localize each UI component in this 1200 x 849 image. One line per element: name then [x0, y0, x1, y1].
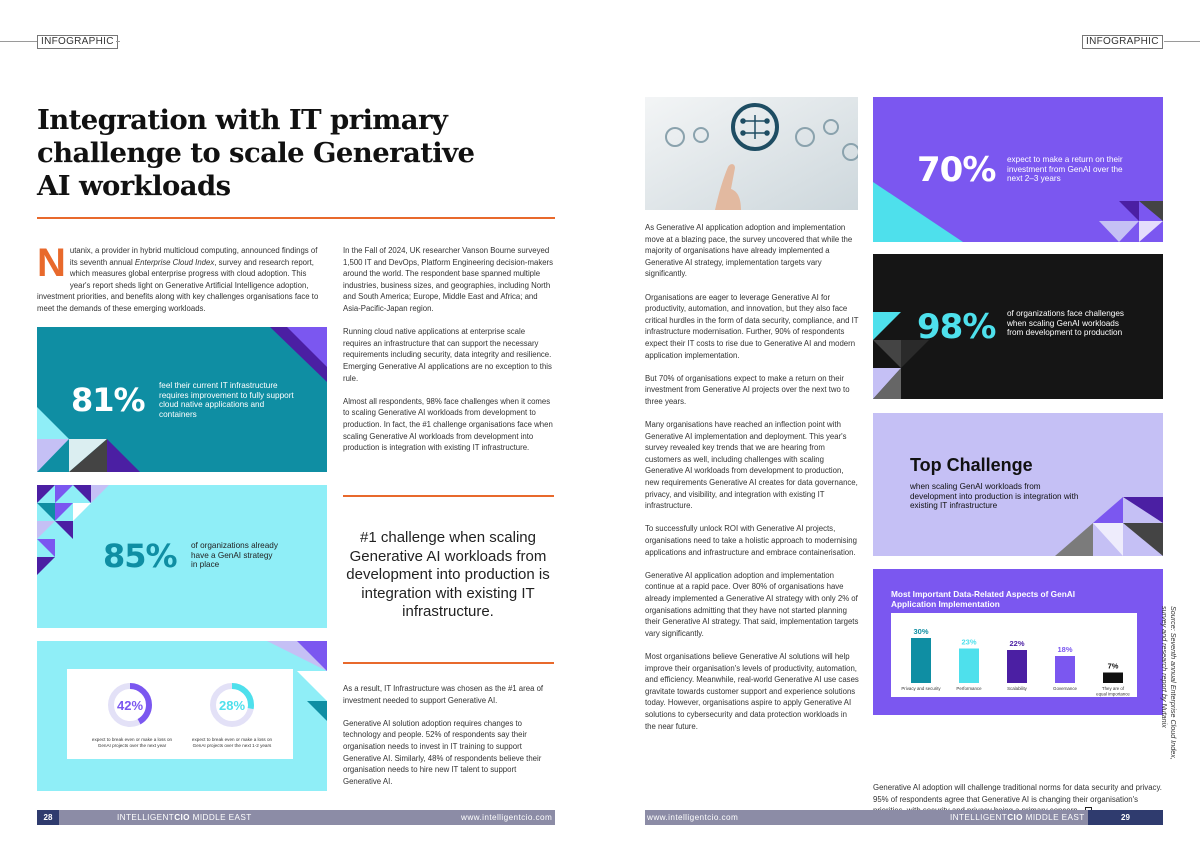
stat-caption-98: of organizations face challenges when scaling GenAI workloads from development to production	[1007, 309, 1124, 337]
header-rule-left	[0, 41, 38, 42]
stat-panel-81	[37, 327, 327, 472]
bar-category-label: They are of	[1101, 686, 1125, 691]
column-2-text	[343, 245, 555, 465]
page-number-right: 29	[1088, 810, 1163, 825]
footer-brand-left	[117, 810, 252, 825]
paragraph: Almost all respondents, 98% face challenges when it comes to scaling Generative AI workloads from development to production. In fact, the #1 challenge organisations face when scaling Generative AI workloads from development into production is integration with existing IT infrastructure.	[343, 396, 553, 453]
stat-caption-85: of organizations already have a GenAI strategy in place	[191, 541, 278, 569]
brand-b: CIO	[1007, 813, 1023, 822]
pull-quote-rule-bottom	[343, 662, 554, 664]
hero-photo	[645, 97, 858, 210]
header-rule-left-2	[116, 41, 120, 42]
source-text: Source: Seventh annual Enterprise Cloud Index, survey and research report by Nutanix	[1160, 606, 1178, 760]
title-rule	[37, 217, 555, 219]
column-3-text	[645, 222, 859, 744]
stat-value-98: 98%	[917, 307, 996, 347]
chart-title: Most Important Data-Related Aspects of GenAI Application Implementation	[891, 589, 1076, 609]
title-line-2: challenge to scale Generative	[37, 137, 475, 169]
bar-chart-panel	[873, 569, 1163, 715]
brand-c: MIDDLE EAST	[1022, 813, 1085, 822]
stat-value-70: 70%	[917, 150, 996, 190]
page-number-left: 28	[37, 810, 59, 825]
intro-text-italic: Enterprise Cloud Index	[134, 257, 215, 267]
footer-brand-right	[950, 810, 1085, 825]
intro-text-b: , survey and research report, which measures global enterprise progress with cloud adoption. This year's report sheds light on Generative Artificial Intelligence adoption, investment priorities, and benefits along with key challenges organisations face to meet the demands of these emerging workloads.	[37, 257, 319, 313]
footer-url-right[interactable]: www.intelligentcio.com	[647, 813, 739, 822]
donut-charts	[37, 641, 327, 791]
bar-category-label: Privacy and security	[901, 686, 941, 691]
stat-panel-70	[873, 97, 1163, 242]
stat-panel-98	[873, 254, 1163, 399]
gears-hand-image	[645, 97, 858, 210]
stat-panel-85	[37, 485, 327, 628]
bar-category-label: Governance	[1053, 686, 1077, 691]
stat-value-85: 85%	[103, 537, 177, 575]
top-challenge-title: Top Challenge	[910, 455, 1033, 475]
bar-value-label: 23%	[961, 637, 977, 647]
title-line-3: AI workloads	[37, 170, 231, 202]
stat-value-81: 81%	[71, 381, 145, 419]
paragraph: To successfully unlock ROI with Generative AI projects, organisations need to take a holistic approach to modernising applications and infrastructure and embrace containerisation.	[645, 524, 857, 557]
paragraph: Many organisations have reached an inflection point with Generative AI implementation and deployment. This year's survey revealed key trends that we are hearing from customers as well, including challenges with scaling Generative AI workloads from development to production, new requirements Generative AI creates for data governance, privacy, and visibility, and integration with existing IT infrastructure.	[645, 420, 858, 511]
page-title	[37, 104, 497, 203]
paragraph: Generative AI application adoption and implementation continue at a rapid pace. Over 80% of organisations have already implemented a Generative AI strategy with only 2% of organisations admitting that they have not started planning their Generative AI strategy. That said, implementation targets vary significantly.	[645, 570, 859, 638]
triangle-pattern-icon	[37, 485, 327, 628]
bar-category-label: equal importance	[1096, 691, 1130, 697]
paragraph: As a result, IT Infrastructure was chosen as the #1 area of investment needed to support Generative AI.	[343, 684, 544, 705]
bar-chart	[873, 569, 1163, 715]
brand-c: MIDDLE EAST	[189, 813, 252, 822]
brand-b: CIO	[174, 813, 190, 822]
source-note	[1162, 606, 1178, 766]
bar-category-label: Scalability	[1007, 686, 1027, 691]
stat-caption-28: expect to break even or make a loss on GenAI projects over the next 1-2 years	[191, 737, 273, 748]
brand-a: INTELLIGENT	[950, 813, 1008, 822]
dropcap: N	[37, 241, 66, 285]
stat-caption-42: expect to break even or make a loss on GenAI projects over the next year	[91, 737, 173, 748]
bar-1	[959, 649, 979, 684]
header-rule-right	[1164, 41, 1200, 42]
bar-4	[1103, 673, 1123, 684]
pull-quote-rule-top	[343, 495, 554, 497]
stat-value-42: 42%	[116, 698, 144, 713]
paragraph: Generative AI solution adoption requires changes to technology and people. 52% of respondents say their organisation needs to invest in IT training to support Generative AI. Similarly, 48% of respondents believe their organisation needs to hire new IT talent to support Generative AI.	[343, 718, 542, 786]
bar-3	[1055, 656, 1075, 683]
paragraph: In the Fall of 2024, UK researcher Vanson Bourne surveyed 1,500 IT and DevOps, Platform Engineering decision-makers around the world. The respondent base spanned multiple industries, business sizes, and geographies, including North and South America; Europe, Middle East and Africa; and Asia-Pacific-Japan region.	[343, 246, 554, 313]
intro-text-a: utanix, a provider in hybrid multicloud computing, announced findings of its seventh annual	[69, 246, 318, 267]
bar-2	[1007, 650, 1027, 683]
footer-url-left[interactable]: www.intelligentcio.com	[461, 813, 553, 822]
stat-panel-donuts	[37, 641, 327, 791]
column-2-bottom-text	[343, 683, 555, 799]
brand-a: INTELLIGENT	[117, 813, 175, 822]
title-line-1: Integration with IT primary	[37, 104, 448, 136]
paragraph: As Generative AI application adoption and implementation move at a blazing pace, the survey uncovered that while the majority of organisations have already implemented a Generative AI strategy, implementation targets vary significantly.	[645, 223, 853, 279]
paragraph: But 70% of organisations expect to make a return on their investment from Generative AI projects over the next two to three years.	[645, 373, 850, 406]
stat-caption-81: feel their current IT infrastructure requires improvement to fully support cloud native applications and containers	[159, 381, 294, 419]
bar-0	[911, 638, 931, 683]
section-label-right: INFOGRAPHIC	[1082, 35, 1163, 49]
top-challenge-panel	[873, 413, 1163, 556]
paragraph: Organisations are eager to leverage Generative AI for productivity, automation, and innovation, but they also face critical hurdles in the form of data security, compliance, and IT infrastructure modernisation. Further, 90% of respondents expect their IT costs to rise due to Generative AI and modern application implementation.	[645, 292, 859, 360]
stat-caption-70: expect to make a return on their investment from GenAI over the next 2–3 years	[1007, 155, 1123, 183]
section-label-left: INFOGRAPHIC	[37, 35, 118, 49]
intro-paragraph	[37, 241, 327, 315]
paragraph: Most organisations believe Generative AI solutions will help improve their organisation's levels of productivity, automation, and efficiency. Meanwhile, real-world Generative AI use cases gravitate towards customer support and experience solutions today. However, organisations aspire to apply Generative AI solutions to cybersecurity and data protection workloads in the near future.	[645, 651, 859, 731]
closing-text: Generative AI adoption will challenge traditional norms for data security and privacy. 95% of respondents agree that Generative AI is changing their organisation's	[873, 783, 1162, 804]
bar-category-label: Performance	[956, 686, 982, 691]
top-challenge-caption: when scaling GenAI workloads from development into production is integration with existing IT infrastructure	[910, 482, 1079, 510]
bar-value-label: 18%	[1057, 645, 1073, 654]
stat-value-28: 28%	[218, 698, 246, 713]
bar-value-label: 22%	[1009, 639, 1025, 648]
bar-value-label: 7%	[1107, 661, 1119, 671]
bar-value-label: 30%	[913, 627, 929, 636]
paragraph: Running cloud native applications at enterprise scale requires an infrastructure that can support the necessary requirements including security, data integrity and resilience. Emerging Generative AI applications are no exception to this rule.	[343, 327, 552, 383]
pull-quote: #1 challenge when scaling Generative AI workloads from development into production is integration with existing IT infrastructure.	[346, 529, 550, 620]
